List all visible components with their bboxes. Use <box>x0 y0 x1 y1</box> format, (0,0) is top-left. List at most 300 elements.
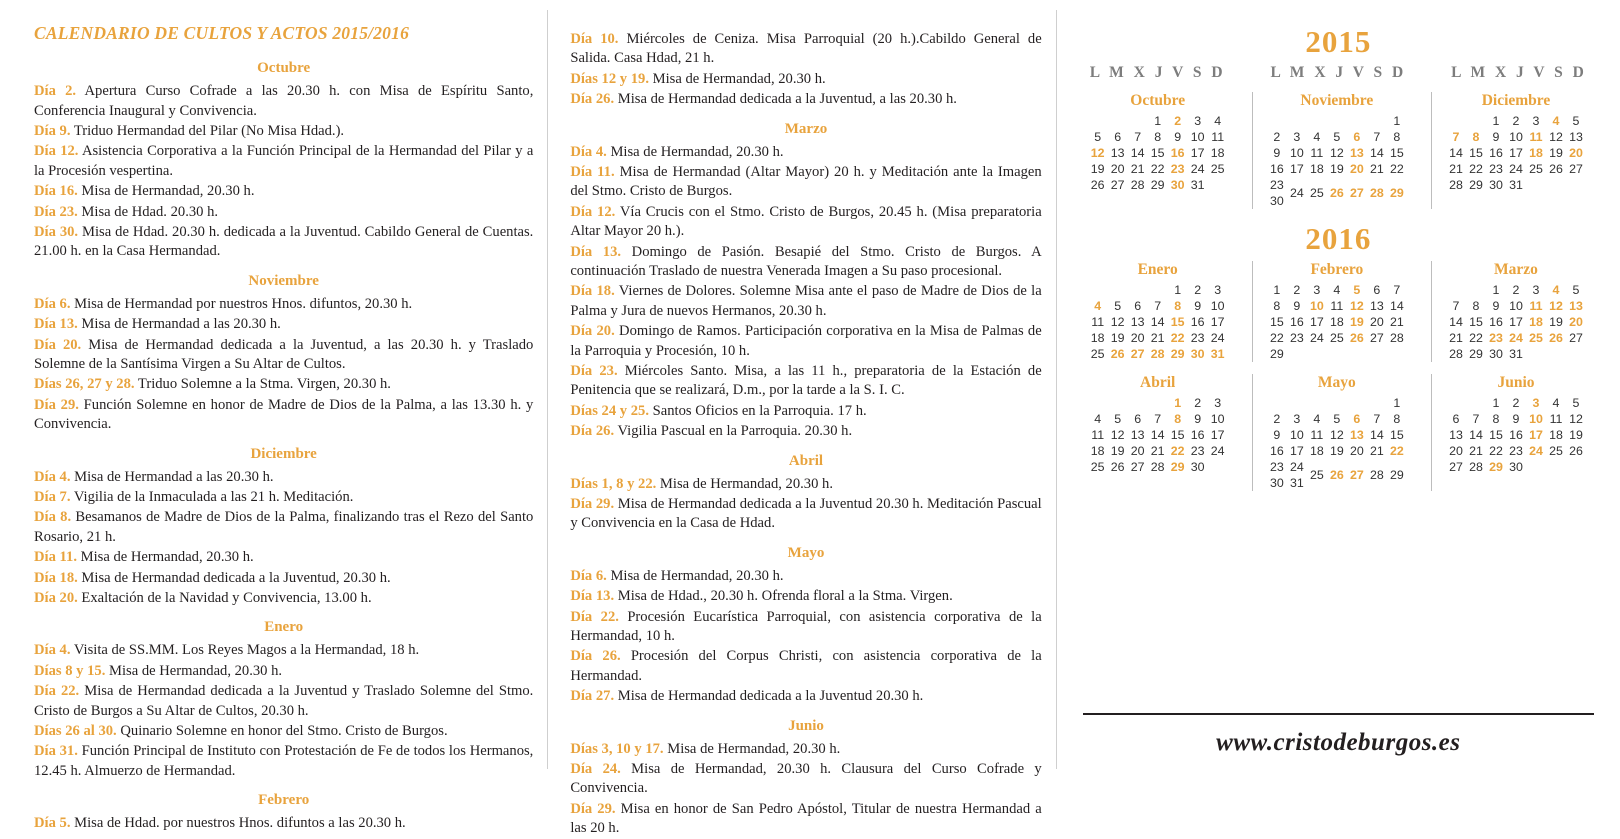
entry-text: Misa de Hdad. 20.30 h. dedicada a la Juventud. Cabildo General de Cuentas. 21.00 h. en la Casa Hermandad. <box>34 224 534 260</box>
day-cell: 15 <box>1170 428 1185 442</box>
day-cell: 26 <box>1110 347 1125 361</box>
day-cell <box>1327 346 1347 362</box>
day-cell: 12 <box>1329 428 1344 442</box>
month-days-table <box>1446 113 1586 193</box>
website-link[interactable]: www.cristodeburgos.es <box>1216 729 1461 756</box>
calendar-entry <box>570 70 1041 89</box>
week-row <box>1267 443 1407 459</box>
day-cell <box>1128 113 1148 129</box>
day-cell: 10 <box>1289 146 1304 160</box>
day-cell: 24 31 <box>1289 460 1304 490</box>
entry-text: Misa de Hermandad dedicada a la Juventud, 20.30 h. <box>77 569 391 586</box>
week-row <box>1446 330 1586 346</box>
day-cell <box>1367 395 1387 411</box>
day-cell: 16 <box>1489 146 1503 160</box>
entry-day-label: Día 26. <box>570 91 615 108</box>
day-cell <box>1287 346 1307 362</box>
day-cell: 4 <box>1313 130 1321 144</box>
day-cell: 10 <box>1509 299 1523 313</box>
month-heading: Febrero <box>258 792 310 809</box>
day-cell <box>1546 459 1566 475</box>
entry-text: Besamanos de Madre de Dios de la Palma, finalizando tras el Rezo del Santo Rosario, 21 h. <box>34 509 534 545</box>
week-row <box>1446 314 1586 330</box>
calendar-entry <box>34 662 533 681</box>
calendar-entry <box>34 396 533 435</box>
week-row <box>1088 113 1228 129</box>
day-cell: 9 <box>1512 412 1520 426</box>
day-cell: 25 <box>1210 162 1225 176</box>
day-cell: 29 <box>1469 178 1483 192</box>
day-cell: 27 <box>1449 460 1463 474</box>
day-cell <box>1307 395 1327 411</box>
entry-text: Procesión del Corpus Christi, con asistencia corporativa de la Hermandad. <box>570 648 1042 684</box>
day-cell: 19 <box>1549 146 1563 160</box>
day-cell: 8 <box>1273 299 1281 313</box>
day-cell: 23 30 <box>1269 460 1284 490</box>
day-cell: 24 <box>1529 444 1543 458</box>
day-cell: 25 <box>1090 460 1105 474</box>
day-cell <box>1566 346 1586 362</box>
week-row <box>1267 411 1407 427</box>
week-row <box>1446 161 1586 177</box>
weekday-header-row <box>1083 64 1594 82</box>
day-cell: 24 <box>1210 444 1225 458</box>
week-row <box>1088 161 1228 177</box>
entry-day-label: Día 4. <box>570 143 607 160</box>
calendar-year-heading: 2016 <box>1305 221 1372 256</box>
day-cell <box>1387 346 1407 362</box>
entry-text: Misa de Hermandad dedicada a la Juventud, a las 20.30 h. <box>614 91 957 108</box>
day-cell: 5 <box>1114 412 1122 426</box>
day-cell: 24 <box>1289 186 1304 200</box>
week-row <box>1446 395 1586 411</box>
entry-text: Misa de Hermandad, 20.30 h. Clausura del Curso Cofrade y Convivencia. <box>570 760 1042 797</box>
week-row <box>1446 113 1586 129</box>
text-column-2 <box>548 0 1055 837</box>
entry-text: Miércoles Santo. Misa, a las 11 h., preparatoria de la Estación de Penitencia que se realizará, D.m., por la tarde a la S. I. C. <box>570 363 1042 399</box>
calendar-entry <box>570 647 1041 686</box>
entry-text: Vigilia Pascual en la Parroquia. 20.30 h. <box>614 423 853 440</box>
day-cell: 28 <box>1369 468 1384 482</box>
day-cell: 27 <box>1349 186 1364 200</box>
entry-day-label: Día 7. <box>34 488 71 505</box>
week-row <box>1267 177 1407 209</box>
day-cell: 27 <box>1369 331 1384 345</box>
day-cell: 28 <box>1469 460 1483 474</box>
day-cell <box>1128 282 1148 298</box>
column2-months <box>570 30 1041 839</box>
day-cell: 17 <box>1210 428 1225 442</box>
calendar-entry <box>570 90 1041 109</box>
entry-day-label: Días 1, 8 y 22. <box>570 475 657 492</box>
entry-text: Visita de SS.MM. Los Reyes Magos a la Hermandad, 18 h. <box>70 642 420 659</box>
day-cell: 31 <box>1509 178 1523 192</box>
day-cell: 14 <box>1389 299 1404 313</box>
day-cell: 10 <box>1210 299 1225 313</box>
entry-day-label: Día 10. <box>570 31 619 47</box>
day-cell: 8 <box>1174 299 1182 313</box>
day-cell: 18 <box>1329 315 1344 329</box>
entry-text: Misa de Hdad. por nuestros Hnos. difuntos a las 20.30 h. <box>70 815 406 832</box>
month-days-table <box>1446 282 1586 362</box>
day-cell: 27 <box>1349 468 1364 482</box>
day-cell: 22 <box>1170 444 1185 458</box>
day-cell: 9 <box>1174 130 1182 144</box>
day-cell: 8 <box>1492 412 1500 426</box>
month-days-table <box>1267 395 1407 491</box>
day-cell: 18 <box>1090 444 1105 458</box>
entry-day-label: Día 20. <box>34 590 78 607</box>
day-cell: 19 <box>1090 162 1105 176</box>
day-cell: 22 <box>1269 331 1284 345</box>
week-row <box>1267 129 1407 145</box>
day-cell: 28 <box>1150 347 1165 361</box>
entry-text: Misa en honor de San Pedro Apóstol, Titular de nuestra Hermandad a las 20 h. <box>570 800 1042 837</box>
month-name: Junio <box>1497 374 1535 391</box>
day-cell: 19 <box>1549 315 1563 329</box>
entry-day-label: Día 6. <box>570 567 607 584</box>
day-cell: 20 <box>1110 162 1125 176</box>
day-cell: 5 <box>1333 412 1341 426</box>
day-cell <box>1267 395 1287 411</box>
day-cell: 23 <box>1509 444 1523 458</box>
entry-day-label: Día 31. <box>34 743 78 760</box>
calendar-entry <box>34 203 533 222</box>
entry-day-label: Día 13. <box>570 243 622 260</box>
calendar-year-heading: 2015 <box>1305 24 1372 59</box>
month-days-table <box>1088 395 1228 475</box>
entry-day-label: Día 24. <box>570 760 621 777</box>
day-cell: 7 <box>1154 412 1162 426</box>
calendar-entry <box>34 508 533 547</box>
day-cell <box>1466 282 1486 298</box>
day-cell: 17 <box>1529 428 1543 442</box>
day-cell: 15 <box>1469 146 1483 160</box>
calendar-entry <box>570 760 1041 799</box>
entry-text: Misa de Hermandad, 20.30 h. <box>606 567 784 584</box>
day-cell: 13 <box>1110 146 1125 160</box>
entry-text: Triduo Hermandad del Pilar (No Misa Hdad.). <box>70 123 345 140</box>
day-cell: 2 <box>1273 412 1281 426</box>
entry-day-label: Día 16. <box>34 183 78 200</box>
entry-text: Vigilia de la Inmaculada a las 21 h. Meditación. <box>70 488 354 505</box>
day-cell: 13 <box>1569 299 1583 313</box>
month-days-table <box>1267 113 1407 209</box>
day-cell: 13 <box>1349 146 1364 160</box>
day-cell: 18 <box>1549 428 1563 442</box>
day-cell: 8 <box>1154 130 1162 144</box>
day-cell: 20 <box>1569 146 1583 160</box>
entry-day-label: Día 13. <box>570 588 615 605</box>
calendar-entry <box>570 402 1041 421</box>
day-cell: 1 <box>1492 114 1500 128</box>
day-cell <box>1367 346 1387 362</box>
day-cell: 9 <box>1293 299 1301 313</box>
day-cell: 22 <box>1489 444 1503 458</box>
entry-text: Misa de Hdad. 20.30 h. <box>77 203 219 220</box>
week-row <box>1446 298 1586 314</box>
day-cell: 21 <box>1130 162 1145 176</box>
day-cell: 19 <box>1110 444 1125 458</box>
day-cell: 12 <box>1549 299 1563 313</box>
calendar-entry <box>34 182 533 201</box>
day-cell: 23 <box>1489 162 1503 176</box>
day-cell: 6 <box>1353 130 1361 144</box>
day-cell: 21 <box>1469 444 1483 458</box>
day-cell: 18 <box>1090 331 1105 345</box>
day-cell: 11 <box>1091 428 1105 442</box>
day-cell: 6 <box>1452 412 1460 426</box>
day-cell: 15 <box>1389 428 1404 442</box>
day-cell: 6 <box>1373 283 1381 297</box>
day-cell: 9 <box>1273 428 1281 442</box>
week-row <box>1088 346 1228 362</box>
weekday-labels: L M X J V S D <box>1089 64 1226 81</box>
day-cell: 29 <box>1170 347 1185 361</box>
entry-day-label: Día 29. <box>570 800 616 817</box>
day-cell: 16 <box>1289 315 1304 329</box>
month-row <box>1083 261 1594 362</box>
calendar-grids <box>1083 18 1594 503</box>
day-cell: 28 <box>1150 460 1165 474</box>
day-cell: 5 <box>1572 396 1580 410</box>
month-block <box>1252 374 1415 491</box>
calendar-panel <box>1057 0 1620 779</box>
day-cell: 12 <box>1110 315 1125 329</box>
day-cell: 20 <box>1349 162 1364 176</box>
entry-day-label: Días 8 y 15. <box>34 662 106 679</box>
day-cell: 1 <box>1492 396 1500 410</box>
week-row <box>1088 459 1228 475</box>
entry-day-label: Día 12. <box>570 203 616 220</box>
calendar-entry <box>570 322 1041 361</box>
day-cell <box>1128 395 1148 411</box>
day-cell: 22 <box>1150 162 1165 176</box>
entry-text: Domingo de Ramos. Participación corporativa en la Misa de Palmas de la Parroquia y Procesión, 10 h. <box>570 323 1042 359</box>
week-row <box>1088 330 1228 346</box>
day-cell: 4 <box>1313 412 1321 426</box>
day-cell: 1 <box>1174 283 1182 297</box>
day-cell: 19 <box>1349 315 1364 329</box>
entry-day-label: Día 11. <box>570 163 615 180</box>
day-cell: 12 <box>1110 428 1125 442</box>
entry-text: Misa de Hermandad dedicada a la Juventud y Traslado Solemne del Stmo. Cristo de Burgos a Su Altar de Cultos, 20.30 h. <box>34 683 534 719</box>
day-cell: 3 <box>1194 114 1202 128</box>
day-cell: 26 <box>1090 178 1105 192</box>
entry-text: Función Principal de Instituto con Protestación de Fe de todos los Hermanos, 12.45 h. Almuerzo de Hermandad. <box>34 743 534 779</box>
day-cell: 5 <box>1353 283 1361 297</box>
week-row <box>1267 330 1407 346</box>
entry-text: Misa de Hermandad por nuestros Hnos. difuntos, 20.30 h. <box>70 295 413 312</box>
calendar-entry <box>34 223 533 262</box>
week-row <box>1088 427 1228 443</box>
calendar-entry <box>570 495 1041 534</box>
entry-day-label: Día 30. <box>34 224 79 241</box>
month-days-table <box>1446 395 1586 475</box>
day-cell: 14 <box>1449 146 1463 160</box>
entry-day-label: Días 26 al 30. <box>34 722 117 739</box>
day-cell: 19 <box>1329 444 1344 458</box>
day-cell: 2 <box>1194 283 1202 297</box>
day-cell: 2 <box>1512 114 1520 128</box>
day-cell <box>1108 282 1128 298</box>
month-block <box>1083 261 1236 362</box>
day-cell: 30 <box>1190 347 1205 361</box>
day-cell <box>1327 113 1347 129</box>
calendar-entry <box>34 295 533 314</box>
day-cell: 17 <box>1289 162 1304 176</box>
day-cell <box>1267 113 1287 129</box>
calendar-entry <box>34 641 533 660</box>
day-cell: 30 <box>1489 178 1503 192</box>
day-cell: 28 <box>1449 347 1463 361</box>
day-cell: 23 <box>1170 162 1185 176</box>
calendar-entry <box>570 243 1041 282</box>
week-row <box>1088 298 1228 314</box>
entry-text: Asistencia Corporativa a la Función Principal de la Hermandad del Pilar y a la Procesión vespertina. <box>34 143 534 179</box>
calendar-entry <box>34 722 533 741</box>
entry-day-label: Día 22. <box>570 608 619 625</box>
entry-text: Miércoles de Ceniza. Misa Parroquial (20 h.).Cabildo General de Salida. Casa Hdad, 21 h. <box>570 31 1042 67</box>
day-cell: 25 <box>1329 331 1344 345</box>
day-cell <box>1148 395 1168 411</box>
day-cell: 25 <box>1549 444 1563 458</box>
day-cell: 12 <box>1349 299 1364 313</box>
day-cell: 12 <box>1549 130 1563 144</box>
entry-day-label: Día 27. <box>570 688 615 705</box>
day-cell: 20 <box>1369 315 1384 329</box>
week-row <box>1267 395 1407 411</box>
day-cell: 4 <box>1214 114 1222 128</box>
day-cell: 2 <box>1512 283 1520 297</box>
calendar-entry <box>570 362 1041 401</box>
day-cell <box>1367 113 1387 129</box>
calendar-entry <box>570 30 1041 69</box>
day-cell: 4 <box>1094 412 1102 426</box>
day-cell: 26 <box>1349 331 1364 345</box>
day-cell: 4 <box>1094 299 1102 313</box>
entry-day-label: Día 11. <box>34 549 77 566</box>
day-cell <box>1287 113 1307 129</box>
calendar-entry <box>570 203 1041 242</box>
day-cell: 26 <box>1329 186 1344 200</box>
day-cell: 29 <box>1489 460 1503 474</box>
entry-day-label: Día 20. <box>570 323 615 340</box>
day-cell: 4 <box>1552 396 1560 410</box>
month-heading: Enero <box>264 619 304 636</box>
day-cell: 13 <box>1130 315 1145 329</box>
day-cell: 14 <box>1150 428 1165 442</box>
day-cell: 10 <box>1210 412 1225 426</box>
day-cell: 22 <box>1389 444 1404 458</box>
day-cell: 11 <box>1211 130 1225 144</box>
day-cell <box>1526 346 1546 362</box>
day-cell: 20 <box>1130 331 1145 345</box>
month-days-table <box>1088 113 1228 193</box>
day-cell: 21 <box>1449 331 1463 345</box>
day-cell <box>1108 395 1128 411</box>
day-cell: 11 <box>1330 299 1344 313</box>
entry-text: Vía Crucis con el Stmo. Cristo de Burgos, 20.45 h. (Misa preparatoria Altar Mayor 20 h.). <box>570 203 1042 240</box>
calendar-entry <box>34 336 533 375</box>
entry-text: Misa de Hdad., 20.30 h. Ofrenda floral a la Stma. Virgen. <box>614 588 953 605</box>
day-cell: 11 <box>1091 315 1105 329</box>
day-cell: 31 <box>1190 178 1205 192</box>
day-cell: 8 <box>1393 412 1401 426</box>
entry-text: Procesión Eucarística Parroquial, con asistencia corporativa de la Hermandad, 10 h. <box>570 608 1042 644</box>
day-cell: 25 <box>1090 347 1105 361</box>
day-cell <box>1287 395 1307 411</box>
day-cell: 29 <box>1150 178 1165 192</box>
week-row <box>1088 411 1228 427</box>
calendar-entry <box>34 82 533 121</box>
entry-day-label: Día 5. <box>34 815 71 832</box>
day-cell: 21 <box>1150 444 1165 458</box>
week-row <box>1267 459 1407 491</box>
calendar-entry <box>34 142 533 181</box>
day-cell: 29 <box>1389 468 1404 482</box>
day-cell <box>1466 395 1486 411</box>
day-cell: 10 <box>1529 412 1543 426</box>
day-cell: 14 <box>1369 146 1384 160</box>
day-cell <box>1088 395 1108 411</box>
day-cell: 1 <box>1154 114 1162 128</box>
day-cell: 6 <box>1114 130 1122 144</box>
entry-text: Misa de Hermandad, 20.30 h. <box>648 70 826 87</box>
day-cell: 23 <box>1489 331 1503 345</box>
day-cell <box>1347 346 1367 362</box>
entry-day-label: Día 23. <box>570 363 618 380</box>
day-cell: 8 <box>1472 130 1480 144</box>
day-cell: 14 <box>1469 428 1483 442</box>
day-cell: 7 <box>1393 283 1401 297</box>
week-row <box>1446 282 1586 298</box>
day-cell: 15 <box>1170 315 1185 329</box>
week-row <box>1267 298 1407 314</box>
entry-day-label: Día 18. <box>34 569 78 586</box>
day-cell: 4 <box>1333 283 1341 297</box>
week-row <box>1446 145 1586 161</box>
day-cell: 3 <box>1313 283 1321 297</box>
day-cell: 13 <box>1349 428 1364 442</box>
calendar-entry <box>34 569 533 588</box>
day-cell: 7 <box>1452 130 1460 144</box>
calendar-entry <box>570 740 1041 759</box>
day-cell: 28 <box>1389 331 1404 345</box>
footer <box>1083 713 1594 779</box>
day-cell: 17 <box>1190 146 1205 160</box>
day-cell: 13 <box>1569 130 1583 144</box>
day-cell: 21 <box>1369 162 1384 176</box>
day-cell: 7 <box>1373 412 1381 426</box>
month-name: Febrero <box>1310 261 1364 278</box>
month-heading: Junio <box>788 717 824 734</box>
day-cell: 26 <box>1329 468 1344 482</box>
day-cell: 26 <box>1549 162 1563 176</box>
day-cell <box>1526 459 1546 475</box>
day-cell: 20 <box>1130 444 1145 458</box>
day-cell: 15 <box>1469 315 1483 329</box>
day-cell: 25 <box>1309 468 1324 482</box>
day-cell: 17 <box>1509 315 1523 329</box>
day-cell: 23 30 <box>1269 178 1284 208</box>
week-row <box>1267 346 1407 362</box>
day-cell: 5 <box>1094 130 1102 144</box>
day-cell: 27 <box>1110 178 1125 192</box>
day-cell: 16 <box>1190 428 1205 442</box>
day-cell: 24 <box>1509 331 1523 345</box>
week-row <box>1267 282 1407 298</box>
